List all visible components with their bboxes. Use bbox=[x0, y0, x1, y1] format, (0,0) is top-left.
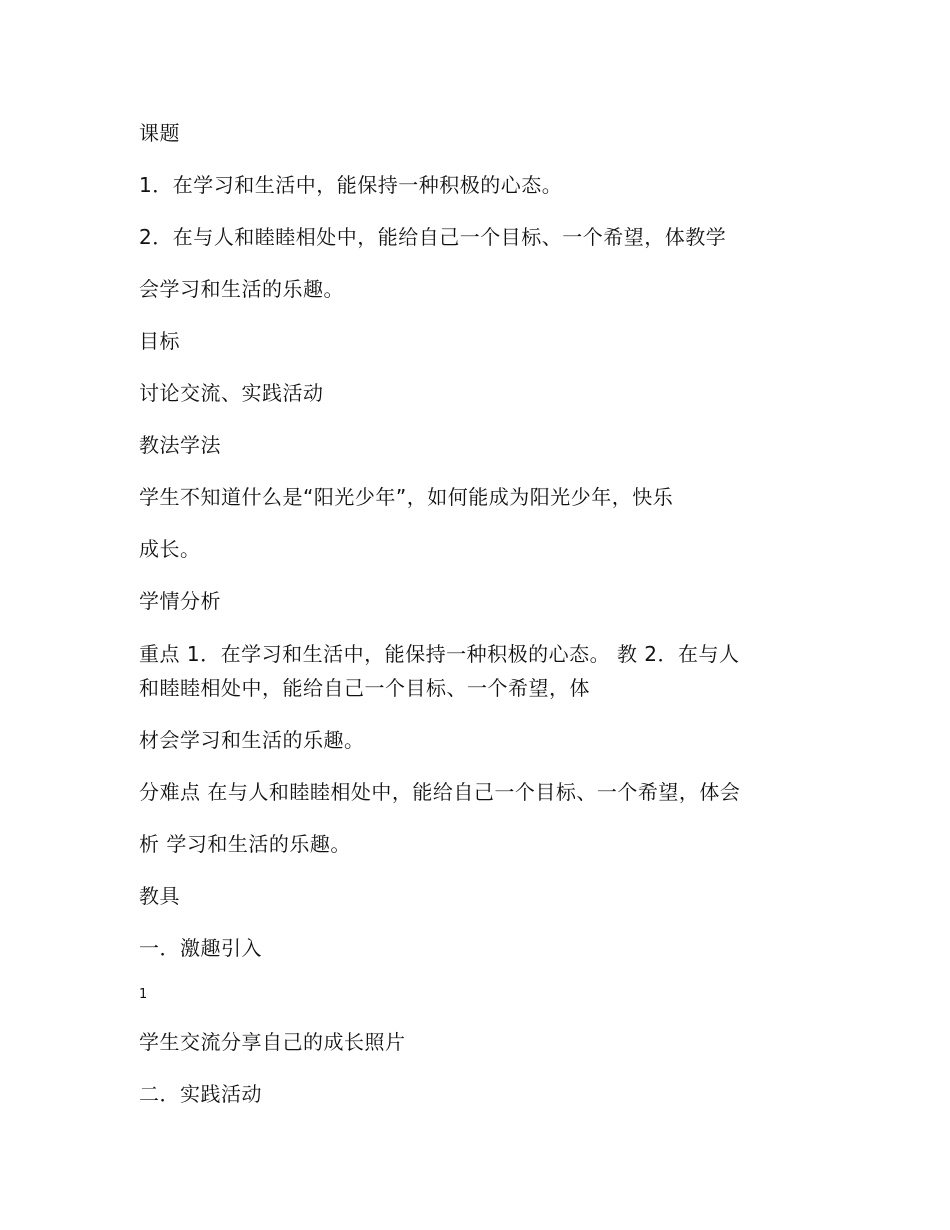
text-line: 会学习和生活的乐趣。 bbox=[139, 277, 344, 301]
text-line: 课题 bbox=[139, 121, 180, 145]
page-number: 1 bbox=[139, 987, 148, 1002]
text-line: 2．在与人和睦睦相处中，能给自己一个目标、一个希望，体教学 bbox=[139, 225, 727, 249]
text-line: 学生交流分享自己的成长照片 bbox=[139, 1030, 406, 1054]
text-line: 教具 bbox=[139, 884, 180, 908]
text-line: 和睦睦相处中，能给自己一个目标、一个希望，体 bbox=[139, 676, 590, 700]
text-line: 目标 bbox=[139, 329, 180, 353]
text-line: 学生不知道什么是“阳光少年”，如何能成为阳光少年，快乐 bbox=[139, 485, 674, 509]
text-line: 分难点 在与人和睦睦相处中，能给自己一个目标、一个希望，体会 bbox=[139, 780, 741, 804]
text-line: 1．在学习和生活中，能保持一种积极的心态。 bbox=[139, 173, 563, 197]
text-line: 重点 1．在学习和生活中，能保持一种积极的心态。 教 2．在与人 bbox=[139, 642, 740, 666]
text-line: 析 学习和生活的乐趣。 bbox=[139, 832, 351, 856]
text-line: 二．实践活动 bbox=[139, 1082, 262, 1106]
text-line: 成长。 bbox=[139, 537, 201, 561]
text-line: 教法学法 bbox=[139, 433, 221, 457]
text-line: 讨论交流、实践活动 bbox=[139, 381, 324, 405]
text-line: 学情分析 bbox=[139, 589, 221, 613]
text-line: 材会学习和生活的乐趣。 bbox=[139, 728, 365, 752]
text-line: 一．激趣引入 bbox=[139, 936, 262, 960]
